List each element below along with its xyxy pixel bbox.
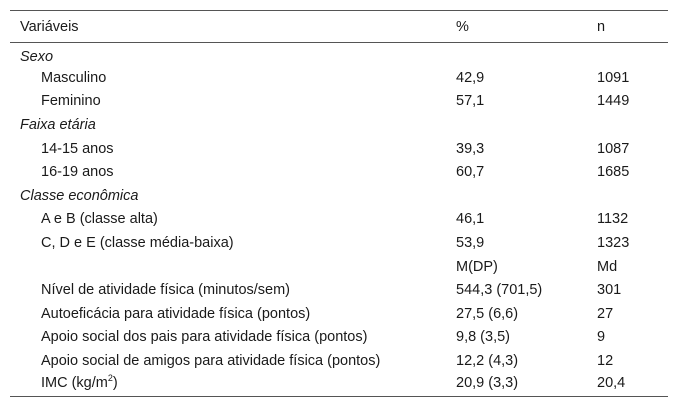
row-label: C, D e E (classe média-baixa) (41, 235, 234, 252)
table-row (10, 278, 668, 302)
row-label: Nível de atividade física (minutos/sem) (41, 282, 291, 299)
section-row (10, 113, 668, 137)
section-title-classe-economica: Classe econômica (20, 187, 139, 204)
row-mean-sd: 12,2 (4,3) (456, 353, 519, 370)
table-header (10, 11, 668, 43)
subheader-row (10, 255, 668, 279)
header-percent: % (456, 19, 469, 35)
row-median: 9 (597, 329, 606, 346)
table-row (10, 231, 668, 255)
row-percent: 57,1 (456, 93, 485, 110)
row-n: 1087 (597, 140, 630, 157)
row-n: 1685 (597, 164, 630, 181)
table-row (10, 349, 668, 373)
imc-label-superscript: 2 (107, 373, 113, 384)
section-title-faixa-etaria: Faixa etária (20, 117, 96, 134)
row-median: 301 (597, 282, 622, 299)
data-table (10, 10, 668, 397)
row-mean-sd: 20,9 (3,3) (456, 374, 519, 391)
table-row (10, 160, 668, 184)
row-label-imc (10, 373, 456, 397)
row-label: Autoeficácia para atividade física (pontos) (41, 305, 311, 322)
table-row (10, 66, 668, 90)
row-label: Apoio social de amigos para atividade física (pontos) (41, 353, 381, 370)
imc-label-end: ) (112, 374, 118, 391)
table-row (10, 302, 668, 326)
table-row (10, 90, 668, 114)
section-row (10, 184, 668, 208)
row-n: 1449 (597, 93, 630, 110)
row-mean-sd: 27,5 (6,6) (456, 305, 519, 322)
header-variables: Variáveis (20, 19, 79, 35)
row-percent: 60,7 (456, 164, 485, 181)
row-mean-sd: 9,8 (3,5) (456, 329, 510, 346)
row-n: 1091 (597, 69, 630, 86)
row-median: 20,4 (597, 374, 626, 391)
row-median: 12 (597, 353, 614, 370)
section-row (10, 43, 668, 67)
header-row (10, 11, 668, 43)
row-label: 14-15 anos (41, 140, 114, 157)
row-label: A e B (classe alta) (41, 211, 158, 228)
table-row (10, 373, 668, 397)
row-mean-sd: 544,3 (701,5) (456, 282, 543, 299)
table-container (10, 10, 668, 397)
row-label: Masculino (41, 69, 107, 86)
row-percent: 53,9 (456, 235, 485, 252)
row-label: Apoio social dos pais para atividade física (pontos) (41, 329, 368, 346)
row-label: Feminino (41, 93, 101, 110)
subheader-median: Md (597, 258, 618, 275)
row-median: 27 (597, 305, 614, 322)
row-label: 16-19 anos (41, 164, 114, 181)
row-percent: 42,9 (456, 69, 485, 86)
row-n: 1323 (597, 235, 630, 252)
section-title-sexo: Sexo (20, 48, 54, 65)
header-n: n (597, 19, 606, 35)
row-percent: 46,1 (456, 211, 485, 228)
row-percent: 39,3 (456, 140, 485, 157)
table-body (10, 43, 668, 397)
subheader-mean-sd: M(DP) (456, 258, 498, 275)
table-row (10, 137, 668, 161)
row-n: 1132 (597, 211, 629, 228)
table-row (10, 208, 668, 232)
table-row (10, 326, 668, 350)
imc-label-text: IMC (kg/m (41, 374, 108, 391)
